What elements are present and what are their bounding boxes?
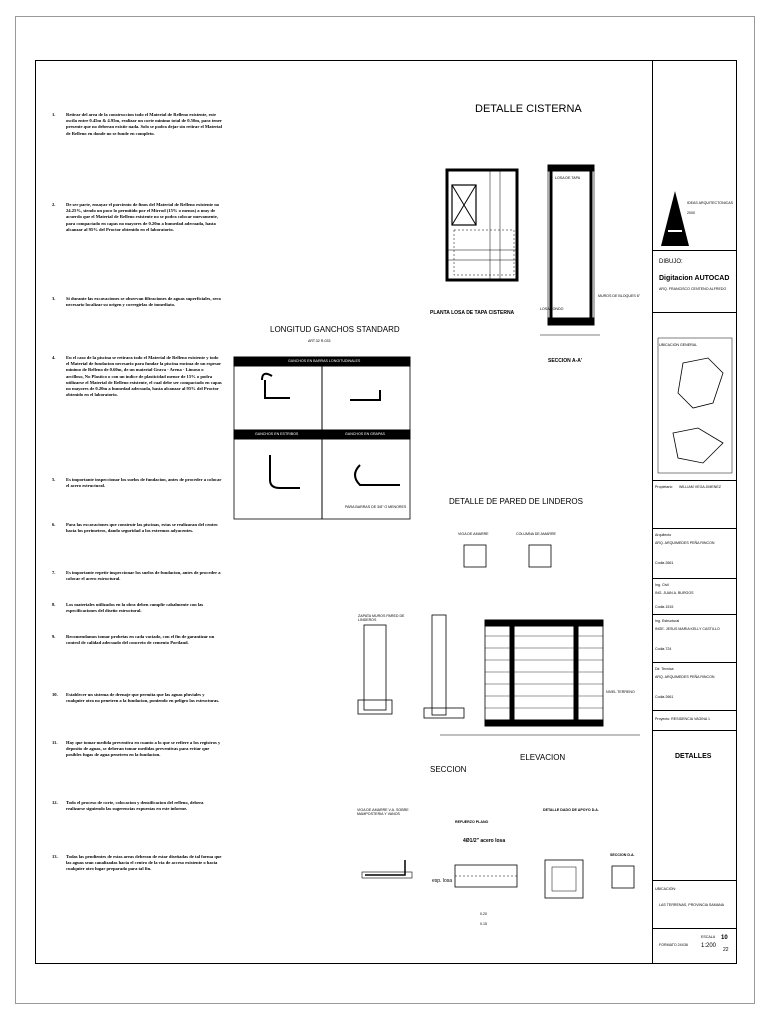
beam-masonry-label: VIGA DE AMARRE V.A. SOBRE MAMPOSTERIA Y VANOS bbox=[357, 808, 409, 816]
logo-year: 2000 bbox=[687, 211, 695, 215]
location-cell: UBICACION: LAS TERRENAS, PROVINCIA SAMANA bbox=[653, 881, 737, 929]
hooks-staples: GANCHOS EN GRAPAS bbox=[345, 432, 385, 436]
slab-thickness-label: esp. losa bbox=[432, 878, 453, 884]
wall-section bbox=[364, 625, 386, 710]
tie-beam-label: VIGA DE AMARRE bbox=[458, 532, 489, 536]
hooks-title: LONGITUD GANCHOS STANDARD bbox=[270, 325, 400, 334]
flat-reinforcement-label: REFUERZO PLANO bbox=[455, 820, 489, 824]
structural-engineer-cell: Ing. Estructural INGE. JESUS MARIA KELLY CASTILLO Codia 724 bbox=[653, 615, 737, 663]
drawn-by-label: DIBUJO: bbox=[659, 259, 683, 265]
muros-label: MUROS DE BLOQUES 6" bbox=[598, 294, 641, 298]
architect-cell: Arquitecto ARQ. ARQUIMEDES PEÑA RINCON Codia 2661 bbox=[653, 529, 737, 579]
title-block bbox=[653, 60, 737, 964]
location-map bbox=[653, 313, 737, 481]
drawn-by-cell bbox=[653, 251, 737, 313]
hooks-note: PARA BARRAS DE 3/8" O MENORES bbox=[345, 505, 407, 509]
logo-text: IDEAS ARQUITECTONICAS bbox=[687, 201, 734, 205]
section-da-label: SECCION D.A. bbox=[610, 853, 635, 857]
hooks-stirrups: GANCHOS EN ESTRIBOS bbox=[255, 432, 299, 436]
elevation-label: ELEVACION bbox=[520, 753, 566, 762]
map-label: UBICACION GENERAL bbox=[659, 343, 698, 347]
support-detail-label: DETALLE DADO DE APOYO D.A. bbox=[543, 808, 599, 812]
drawn-by-value: Digitacion AUTOCAD bbox=[659, 275, 730, 282]
logo-cell bbox=[653, 61, 737, 251]
reinforcement-spec: 4Ø1/2" acero losa bbox=[463, 838, 506, 844]
tie-column-label: COLUMNA DE AMARRE bbox=[516, 532, 556, 536]
plan-label: PLANTA LOSA DE TAPA CISTERNA bbox=[430, 310, 515, 316]
sheet-title: DETALLES bbox=[675, 753, 712, 760]
cistern-title: DETALLE CISTERNA bbox=[475, 103, 582, 115]
footing-label: ZAPATA MUROS PARED DE LINDEROS bbox=[358, 614, 405, 622]
project-cell: Proyecto: RESIDENCIA VAGINA 1 bbox=[653, 711, 737, 731]
losa-tapa-label: LOSA DE TAPA bbox=[555, 176, 581, 180]
owner-cell: Propietario WILLIAM VEGA JIMENEZ bbox=[653, 481, 737, 529]
format-cell: FORMATO 24X36 ESCALA 1:200 10 22 bbox=[659, 935, 729, 953]
dim-020: 0.20 bbox=[480, 912, 487, 916]
civil-engineer-cell: Ing. Civil ING. JUAN A. BURGOS Codia 1515 bbox=[653, 579, 737, 615]
dim-015: 0.15 bbox=[480, 922, 487, 926]
drawn-by-sub: ARQ. FRANCISCO CENTENO ALFREDO bbox=[659, 287, 727, 291]
location-map-cell bbox=[653, 313, 737, 481]
hooks-header: GANCHOS EN BARRAS LONGITUDINALES bbox=[288, 359, 361, 363]
sheet-title-cell bbox=[653, 731, 737, 881]
wall-title: DETALLE DE PARED DE LINDEROS bbox=[449, 497, 583, 506]
hooks-subtitle: ART.32 R-033 bbox=[308, 339, 331, 343]
section-aa-label: SECCION A-A' bbox=[548, 358, 583, 364]
ground-level-label: NIVEL TERRENO bbox=[606, 690, 635, 694]
elevation-wall bbox=[485, 620, 603, 720]
section-label: SECCION bbox=[430, 765, 467, 774]
cistern-section bbox=[548, 165, 594, 325]
losa-fondo-label: LOSA FONDO bbox=[540, 307, 564, 311]
logo-icon bbox=[653, 61, 737, 251]
technical-director-cell: Dir. Tecnica ARQ. ARQUIMEDES PEÑA RINCON Codia 2661 bbox=[653, 663, 737, 711]
